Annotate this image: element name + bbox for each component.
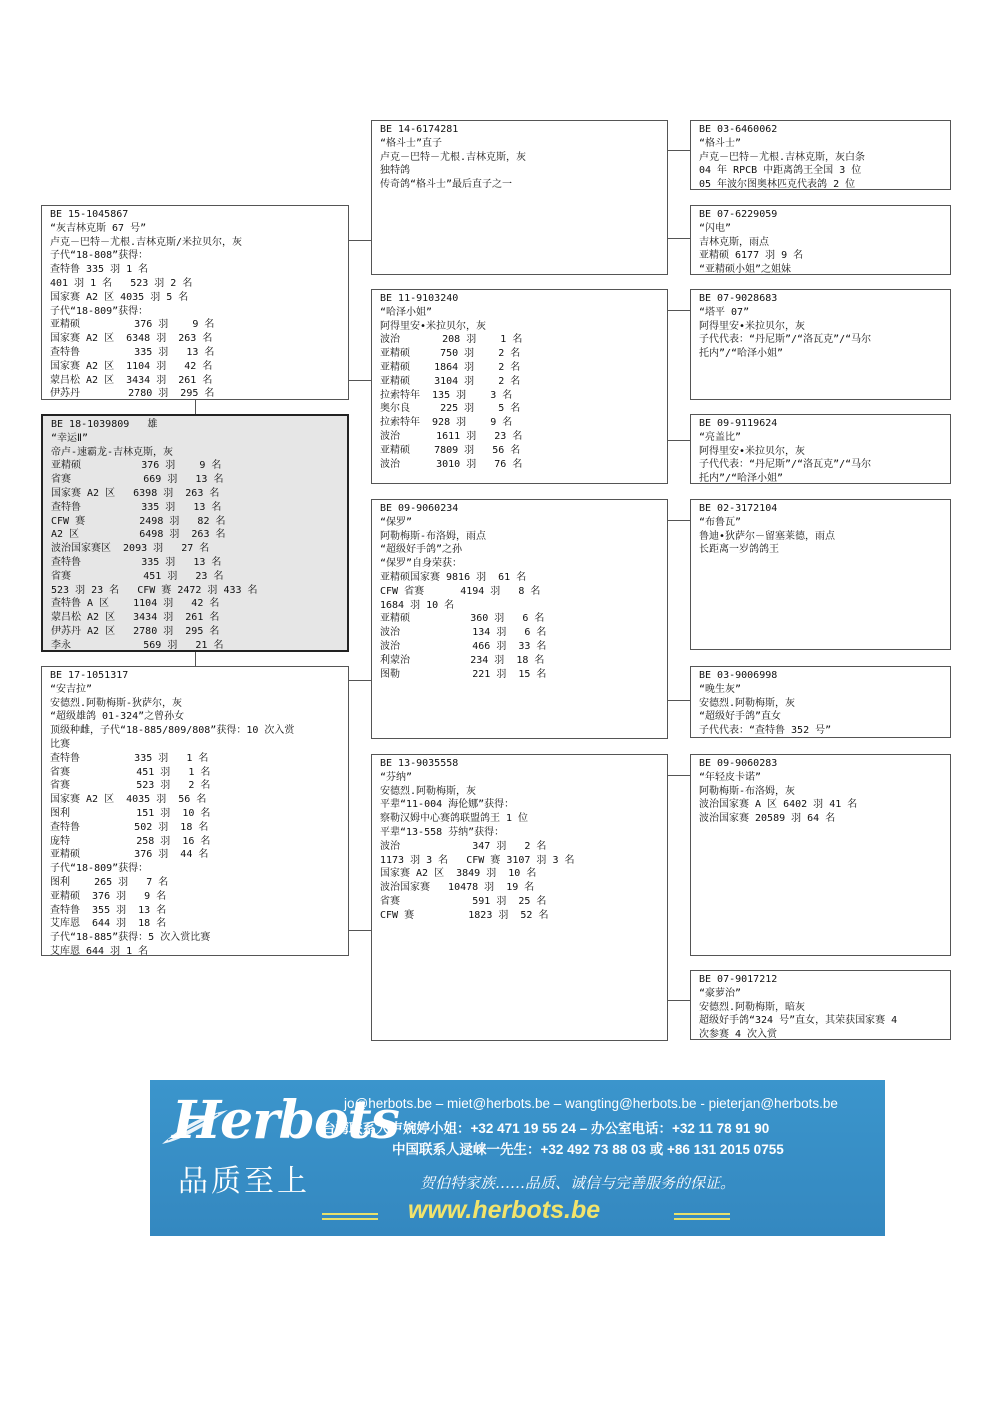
pedigree-line: “保罗”自身荣获： xyxy=(380,558,463,570)
pedigree-box-dsd xyxy=(690,666,951,738)
pedigree-line: 波治国家赛区 2093 羽 27 名 xyxy=(51,543,210,555)
pedigree-line: 亚精硕 376 羽 9 名 xyxy=(50,319,215,331)
pedigree-line: 亚精硕 3104 羽 2 名 xyxy=(380,375,521,387)
email-contacts[interactable]: jo@herbots.be – miet@herbots.be – wangting@herbots.be - pieterjan@herbots.be xyxy=(344,1096,838,1111)
pedigree-line: BE 11-9103240 xyxy=(380,293,459,304)
pedigree-line: 查特鲁 335 羽 13 名 xyxy=(50,346,215,358)
pedigree-line: 子代代表：“查特鲁 352 号” xyxy=(699,725,832,737)
pedigree-line: 查特鲁 502 羽 18 名 xyxy=(50,821,209,833)
pedigree-line: 亚精硕 1864 羽 2 名 xyxy=(380,361,521,373)
decor-bar-left xyxy=(322,1213,378,1215)
pedigree-line: 顶级种雌，子代“18-885/809/808”获得：10 次入赏 xyxy=(50,725,295,737)
pedigree-line: “超级好手鸽”直女 xyxy=(699,711,782,723)
connector-ss-ssd xyxy=(668,238,690,239)
pedigree-line: 国家赛 A2 区 6398 羽 263 名 xyxy=(51,487,220,499)
pedigree-line: “豪萝治” xyxy=(699,987,742,999)
pedigree-line: 平辈“13-558 芬纳”获得： xyxy=(380,826,505,838)
pedigree-line: 阿勒梅斯-布洛姆，灰 xyxy=(699,785,796,797)
pedigree-line: BE 15-1045867 xyxy=(50,209,129,220)
pedigree-line: 帝卢-速霸龙-吉林克斯，灰 xyxy=(51,446,174,458)
pedigree-line: 次参赛 4 次入赏 xyxy=(699,1029,778,1040)
pedigree-line: BE 07-9017212 xyxy=(699,974,778,985)
pedigree-line: 波治国家赛 20589 羽 64 名 xyxy=(699,813,836,825)
connector-dd-ddd xyxy=(668,1000,690,1001)
pedigree-line: “格斗士”直子 xyxy=(380,137,443,149)
pedigree-line: “哈泽小姐” xyxy=(380,306,433,318)
pedigree-line: “布鲁瓦” xyxy=(699,516,742,528)
pedigree-line: 国家赛 A2 区 4035 羽 5 名 xyxy=(50,291,189,303)
pedigree-line: 亚精硕 376 羽 9 名 xyxy=(51,460,222,472)
pedigree-line: 传奇鸽“格斗士”最后直子之一 xyxy=(380,179,513,191)
pedigree-line: “亚精硕小姐”之姐妹 xyxy=(699,264,792,275)
connector-dd-dds xyxy=(668,775,690,776)
pedigree-line: 省赛 591 羽 25 名 xyxy=(380,895,547,907)
pedigree-line: 超级好手鸽“324 号”直女，其荣获国家赛 4 xyxy=(699,1015,898,1027)
pedigree-line: 伊苏丹 2780 羽 295 名 xyxy=(50,388,215,400)
pedigree-line: BE 03-9006998 xyxy=(699,670,778,681)
pedigree-box-ssd xyxy=(690,205,951,275)
pedigree-box-dd xyxy=(371,754,668,1041)
pedigree-box-sd xyxy=(371,289,668,484)
connector-sire-sd xyxy=(349,380,371,381)
pedigree-line: 拉索特年 928 羽 9 名 xyxy=(380,417,513,429)
pedigree-box-ss xyxy=(371,120,668,275)
pedigree-line: 查特鲁 335 羽 13 名 xyxy=(51,501,222,513)
pedigree-line: 波治 3010 羽 76 名 xyxy=(380,458,523,470)
pedigree-line: 托内”/“哈泽小姐” xyxy=(699,348,784,360)
pedigree-line: 长距离一岁鸽鸽王 xyxy=(699,544,779,556)
pedigree-line: 阿勒梅斯-布洛姆，雨点 xyxy=(380,530,487,542)
pedigree-line: 波治国家赛 10478 羽 19 名 xyxy=(380,882,535,894)
pedigree-line: BE 13-9035558 xyxy=(380,758,459,769)
pedigree-line: 利蒙治 234 羽 18 名 xyxy=(380,654,545,666)
connector-subject-dam xyxy=(195,652,196,666)
connector-subject-sire xyxy=(195,400,196,414)
pedigree-line: 奥尔良 225 羽 5 名 xyxy=(380,403,521,415)
pedigree-line: 波治 1611 羽 23 名 xyxy=(380,430,523,442)
pedigree-line: BE 18-1039809 雄 xyxy=(51,419,158,430)
pedigree-line: “格斗士” xyxy=(699,137,742,149)
pedigree-line: 卢克－巴特－尤根.吉林克斯/米拉贝尔，灰 xyxy=(50,236,243,248)
pedigree-line: 独特鸽 xyxy=(380,165,410,177)
pedigree-line: 艾库恩 644 羽 1 名 xyxy=(50,945,149,956)
pedigree-line: 波治 347 羽 2 名 xyxy=(380,840,547,852)
slogan: 品质至上 xyxy=(178,1164,310,1199)
pedigree-line: 察勒汉姆中心赛鸽联盟鸽王 1 位 xyxy=(380,813,529,825)
pedigree-line: 吉林克斯，雨点 xyxy=(699,236,769,248)
pedigree-line: 图利 265 羽 7 名 xyxy=(50,876,169,888)
pedigree-line: 安德烈.阿勒梅斯，灰 xyxy=(380,785,477,797)
connector-ds-dsd xyxy=(668,700,690,701)
pedigree-line: 庞特 258 羽 16 名 xyxy=(50,835,211,847)
pedigree-line: 子代代表：“丹尼斯”/“洛瓦克”/“马尔 xyxy=(699,334,872,346)
pedigree-line: “塔平 07” xyxy=(699,306,750,318)
pedigree-line: “幸运Ⅱ” xyxy=(51,432,88,444)
pedigree-line: 401 羽 1 名 523 羽 2 名 xyxy=(50,277,193,289)
pedigree-line: 李永 569 羽 21 名 xyxy=(51,639,224,651)
connector-sd-sds xyxy=(668,310,690,311)
pedigree-line: 05 年波尔图奥林匹克代表鸽 2 位 xyxy=(699,179,856,190)
pedigree-line: 省赛 451 羽 23 名 xyxy=(51,570,224,582)
pedigree-line: 1684 羽 10 名 xyxy=(380,599,455,611)
pedigree-line: 省赛 451 羽 1 名 xyxy=(50,766,211,778)
pedigree-line: BE 07-9028683 xyxy=(699,293,778,304)
pedigree-line: CFW 赛 2498 羽 82 名 xyxy=(51,515,226,527)
pedigree-line: 波治 466 羽 33 名 xyxy=(380,640,547,652)
pedigree-box-sdd xyxy=(690,414,951,484)
pedigree-line: BE 09-9119624 xyxy=(699,418,778,429)
connector-ds-dss xyxy=(668,520,690,521)
decor-bar-right xyxy=(674,1213,730,1215)
pedigree-line: 亚精硕 376 羽 9 名 xyxy=(50,890,167,902)
pedigree-line: 子代“18-885”获得：5 次入赏比赛 xyxy=(50,932,211,944)
pedigree-line: 子代代表：“丹尼斯”/“洛瓦克”/“马尔 xyxy=(699,459,872,471)
china-contact: 中国联系人逯崃一先生：+32 492 73 88 03 或 +86 131 2015 0755 xyxy=(392,1142,784,1157)
pedigree-line: A2 区 6498 羽 263 名 xyxy=(51,529,226,541)
decor-bar-right-2 xyxy=(674,1218,730,1220)
pedigree-line: 查特鲁 335 羽 13 名 xyxy=(51,556,222,568)
pedigree-line: “安吉拉” xyxy=(50,683,93,695)
pedigree-line: 安德烈.阿勒梅斯，灰 xyxy=(699,697,796,709)
pedigree-line: 阿得里安•米拉贝尔，灰 xyxy=(699,445,806,457)
pedigree-line: “灰吉林克斯 67 号” xyxy=(50,222,147,234)
pedigree-line: 鲁迪•狄萨尔－留塞莱德，雨点 xyxy=(699,530,836,542)
herbots-logo: Herbots xyxy=(172,1090,399,1151)
pedigree-line: 波治国家赛 A 区 6402 羽 41 名 xyxy=(699,799,858,811)
pedigree-line: 国家赛 A2 区 6348 羽 263 名 xyxy=(50,333,213,345)
pedigree-line: 查特鲁 355 羽 13 名 xyxy=(50,904,167,916)
pedigree-line: BE 03-6460062 xyxy=(699,124,778,135)
herbots-banner xyxy=(150,1080,885,1236)
pedigree-line: 1173 羽 3 名 CFW 赛 3107 羽 3 名 xyxy=(380,854,575,866)
pedigree-line: 波治 134 羽 6 名 xyxy=(380,627,547,639)
pedigree-box-sss xyxy=(690,120,951,190)
connector-ss-sss xyxy=(668,150,690,151)
pedigree-line: 图勒 221 羽 15 名 xyxy=(380,668,547,680)
pedigree-line: 卢克－巴特－尤根.吉林克斯，灰 xyxy=(380,151,527,163)
pedigree-line: 蒙吕松 A2 区 3434 羽 261 名 xyxy=(51,612,220,624)
pedigree-line: 伊苏丹 A2 区 2780 羽 295 名 xyxy=(51,625,220,637)
pedigree-line: 平辈“11-004 海伦娜”获得： xyxy=(380,799,515,811)
pedigree-line: 托内”/“哈泽小姐” xyxy=(699,473,784,484)
pedigree-line: 国家赛 A2 区 3849 羽 10 名 xyxy=(380,868,537,880)
motto: 贺伯特家族……品质、诚信与完善服务的保证。 xyxy=(420,1174,736,1192)
pedigree-line: 卢克－巴特－尤根.吉林克斯，灰白条 xyxy=(699,151,866,163)
pedigree-line: 省赛 669 羽 13 名 xyxy=(51,474,224,486)
taiwan-contact: 台湾联系人卢婉婷小姐：+32 471 19 55 24 – 办公室电话：+32 11 78 91 90 xyxy=(322,1121,770,1136)
pedigree-line: 亚精硕 750 羽 2 名 xyxy=(380,348,521,360)
connector-dam-dd xyxy=(349,930,371,931)
pedigree-line: 查特鲁 335 羽 1 名 xyxy=(50,264,149,276)
pedigree-box-subject xyxy=(41,414,349,652)
connector-sire-ss xyxy=(349,240,371,241)
pedigree-line: 安德烈.阿勒梅斯-狄萨尔，灰 xyxy=(50,697,183,709)
pedigree-box-dss xyxy=(690,499,951,650)
decor-bar-left-2 xyxy=(322,1218,378,1220)
pedigree-line: 子代“18-809”获得： xyxy=(50,863,149,875)
pedigree-line: “超级好手鸽”之孙 xyxy=(380,544,463,556)
pedigree-line: 查特鲁 335 羽 1 名 xyxy=(50,752,209,764)
pedigree-line: 子代“18-809”获得： xyxy=(50,305,149,317)
pedigree-line: 省赛 523 羽 2 名 xyxy=(50,780,211,792)
pedigree-line: 亚精硕 376 羽 44 名 xyxy=(50,849,209,861)
pedigree-line: 安德烈.阿勒梅斯，暗灰 xyxy=(699,1001,806,1013)
pedigree-line: 拉索特年 135 羽 3 名 xyxy=(380,389,513,401)
pedigree-line: “超级雄鸽 01-324”之曾孙女 xyxy=(50,711,185,723)
pedigree-line: BE 09-9060234 xyxy=(380,503,459,514)
pedigree-box-dam xyxy=(41,666,349,956)
pedigree-line: 阿得里安•米拉贝尔，灰 xyxy=(699,320,806,332)
pedigree-line: BE 07-6229059 xyxy=(699,209,778,220)
pedigree-line: “晚生灰” xyxy=(699,683,742,695)
pedigree-line: CFW 省赛 4194 羽 8 名 xyxy=(380,585,541,597)
pedigree-line: CFW 赛 1823 羽 52 名 xyxy=(380,909,549,921)
pedigree-line: 波治 208 羽 1 名 xyxy=(380,334,523,346)
website-link[interactable]: www.herbots.be xyxy=(408,1196,601,1224)
pedigree-line: 国家赛 A2 区 1104 羽 42 名 xyxy=(50,360,213,372)
pedigree-line: BE 17-1051317 xyxy=(50,670,129,681)
pedigree-line: 子代“18-808”获得： xyxy=(50,250,149,262)
pedigree-line: 比赛 xyxy=(50,738,70,750)
pedigree-line: 亚精硕 6177 羽 9 名 xyxy=(699,250,804,262)
pedigree-line: 国家赛 A2 区 4035 羽 56 名 xyxy=(50,794,207,806)
pedigree-line: 蒙吕松 A2 区 3434 羽 261 名 xyxy=(50,374,213,386)
pedigree-box-ds xyxy=(371,499,668,739)
pedigree-line: 亚精硕 360 羽 6 名 xyxy=(380,613,545,625)
pedigree-line: 艾库恩 644 羽 18 名 xyxy=(50,918,167,930)
pedigree-line: 阿得里安•米拉贝尔，灰 xyxy=(380,320,487,332)
pedigree-line: BE 02-3172104 xyxy=(699,503,778,514)
pedigree-line: “保罗” xyxy=(380,516,413,528)
pedigree-line: “闪电” xyxy=(699,222,732,234)
pedigree-box-ddd xyxy=(690,970,951,1040)
pedigree-line: 亚精硕 7809 羽 56 名 xyxy=(380,444,521,456)
pedigree-line: 图利 151 羽 10 名 xyxy=(50,807,211,819)
pedigree-box-dds xyxy=(690,754,951,956)
pedigree-line: “亮盖比” xyxy=(699,431,742,443)
pedigree-box-sds xyxy=(690,289,951,400)
pedigree-box-sire xyxy=(41,205,349,400)
pedigree-line: BE 09-9060283 xyxy=(699,758,778,769)
connector-dam-ds xyxy=(349,680,371,681)
pedigree-line: BE 14-6174281 xyxy=(380,124,459,135)
pedigree-line: “芬纳” xyxy=(380,771,413,783)
pedigree-line: 523 羽 23 名 CFW 赛 2472 羽 433 名 xyxy=(51,584,258,596)
pedigree-line: 04 年 RPCB 中距离鸽王全国 3 位 xyxy=(699,165,862,177)
pedigree-line: “年轻皮卡诺” xyxy=(699,771,762,783)
pedigree-line: 查特鲁 A 区 1104 羽 42 名 xyxy=(51,598,220,610)
pedigree-line: 亚精硕国家赛 9816 羽 61 名 xyxy=(380,571,527,583)
connector-sd-sdd xyxy=(668,440,690,441)
